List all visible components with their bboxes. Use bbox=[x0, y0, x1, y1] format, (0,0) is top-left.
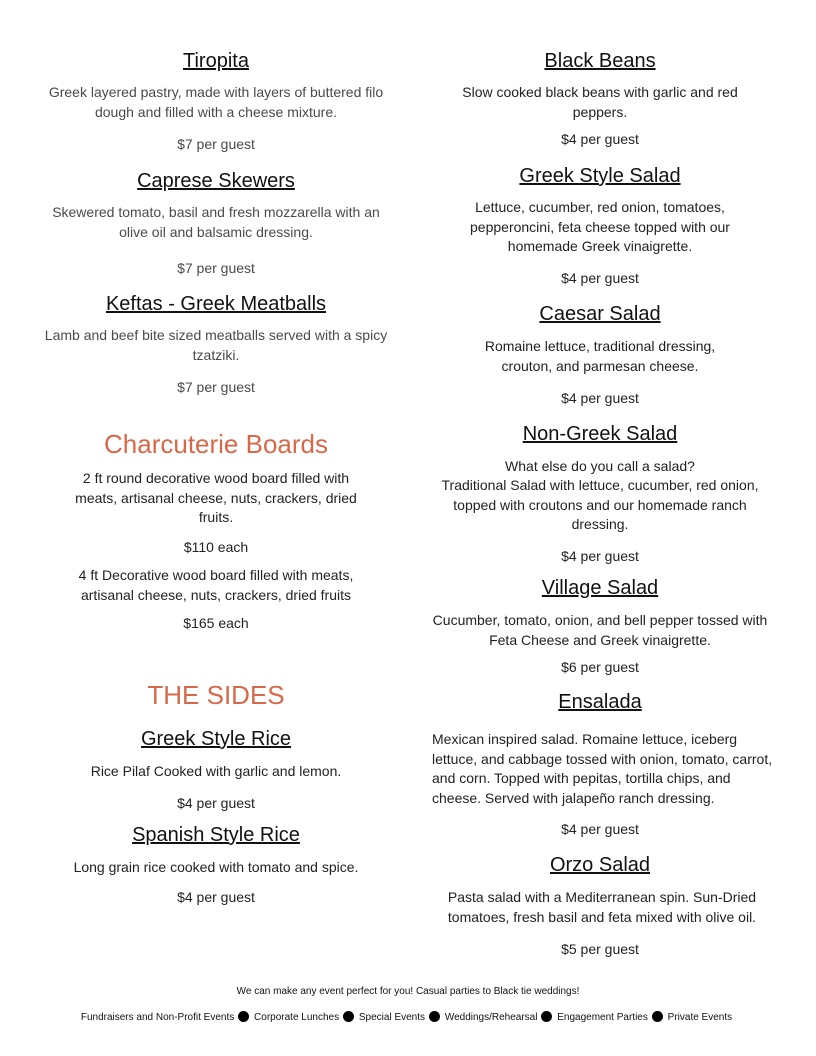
item-title-non-greek: Non-Greek Salad bbox=[522, 423, 678, 445]
bullet-icon bbox=[238, 1011, 249, 1022]
item-desc-caesar: Romaine lettuce, traditional dressing, crouton, and parmesan cheese. bbox=[484, 338, 716, 374]
event-fundraisers: Fundraisers and Non-Profit Events bbox=[80, 1012, 235, 1023]
item-desc-non-greek: Traditional Salad with lettuce, cucumber, red onion, topped with croutons and our homemade ranch dressing. bbox=[441, 477, 759, 532]
item-title-ensalada: Ensalada bbox=[558, 691, 642, 713]
board2-price: $165 each bbox=[183, 615, 249, 631]
item-desc-greek-rice: Rice Pilaf Cooked with garlic and lemon. bbox=[90, 763, 342, 779]
item-desc-village: Cucumber, tomato, onion, and bell pepper tossed with Feta Cheese and Greek vinaigrette. bbox=[432, 612, 768, 648]
item-title-orzo: Orzo Salad bbox=[549, 854, 651, 876]
item-title-caesar: Caesar Salad bbox=[539, 303, 661, 325]
item-price-ensalada: $4 per guest bbox=[561, 821, 639, 837]
item-title-tiropita: Tiropita bbox=[183, 50, 249, 72]
event-engagement: Engagement Parties bbox=[557, 1012, 648, 1023]
board1-price: $110 each bbox=[183, 539, 249, 555]
item-desc-orzo: Pasta salad with a Mediterranean spin. Sun-Dried tomatoes, fresh basil and feta mixed with olive oil. bbox=[447, 889, 757, 925]
item-price-tiropita: $7 per guest bbox=[177, 136, 255, 152]
board2-desc: 4 ft Decorative wood board filled with meats, artisanal cheese, nuts, crackers, dried fruits bbox=[78, 567, 354, 603]
item-price-orzo: $5 per guest bbox=[561, 941, 639, 957]
section-heading-sides: THE SIDES bbox=[147, 680, 285, 710]
item-price-non-greek: $4 per guest bbox=[561, 548, 639, 564]
event-private: Private Events bbox=[667, 1012, 733, 1023]
section-heading-charcuterie: Charcuterie Boards bbox=[104, 429, 328, 459]
bullet-icon bbox=[652, 1011, 663, 1022]
item-price-village: $6 per guest bbox=[561, 659, 639, 675]
item-desc-tiropita: Greek layered pastry, made with layers of buttered filo dough and filled with a cheese mixture. bbox=[48, 84, 384, 120]
event-corporate-lunches: Corporate Lunches bbox=[254, 1012, 340, 1023]
item-price-caprese: $7 per guest bbox=[177, 260, 255, 276]
item-title-keftas: Keftas - Greek Meatballs bbox=[105, 293, 327, 315]
event-weddings: Weddings/Rehearsal bbox=[444, 1012, 538, 1023]
item-price-caesar: $4 per guest bbox=[561, 390, 639, 406]
item-price-black-beans: $4 per guest bbox=[561, 131, 639, 147]
footer-events bbox=[0, 1011, 816, 1023]
item-desc-spanish-rice: Long grain rice cooked with tomato and spice. bbox=[73, 859, 359, 875]
item-desc-greek-salad: Lettuce, cucumber, red onion, tomatoes, pepperoncini, feta cheese topped with our homemade Greek vinaigrette. bbox=[470, 199, 730, 254]
item-title-greek-salad: Greek Style Salad bbox=[519, 165, 681, 187]
bullet-icon bbox=[343, 1011, 354, 1022]
item-desc-keftas: Lamb and beef bite sized meatballs served with a spicy tzatziki. bbox=[44, 327, 388, 363]
item-desc-non-greek-line1: What else do you call a salad? bbox=[505, 458, 695, 474]
bullet-icon bbox=[541, 1011, 552, 1022]
board1-desc: 2 ft round decorative wood board filled with meats, artisanal cheese, nuts, crackers, dried fruits. bbox=[75, 470, 357, 525]
item-price-greek-rice: $4 per guest bbox=[177, 795, 255, 811]
item-desc-ensalada: Mexican inspired salad. Romaine lettuce, iceberg lettuce, and cabbage tossed with onion, tomato, carrot, and corn. Topped with pepitas, tortilla chips, and cheese. Served with jalapeño ranch dressing. bbox=[432, 731, 773, 806]
item-title-greek-rice: Greek Style Rice bbox=[140, 728, 292, 750]
item-title-village: Village Salad bbox=[541, 577, 659, 599]
bullet-icon bbox=[429, 1011, 440, 1022]
item-desc-caprese: Skewered tomato, basil and fresh mozzarella with an olive oil and balsamic dressing. bbox=[52, 204, 380, 240]
item-title-caprese: Caprese Skewers bbox=[137, 170, 295, 192]
item-price-spanish-rice: $4 per guest bbox=[177, 889, 255, 905]
event-special-events: Special Events bbox=[358, 1012, 426, 1023]
item-title-spanish-rice: Spanish Style Rice bbox=[132, 824, 300, 846]
item-desc-black-beans: Slow cooked black beans with garlic and red peppers. bbox=[462, 84, 738, 120]
item-title-black-beans: Black Beans bbox=[544, 50, 656, 72]
item-price-greek-salad: $4 per guest bbox=[561, 270, 639, 286]
item-price-keftas: $7 per guest bbox=[177, 379, 255, 395]
footer-tagline: We can make any event perfect for you! Casual parties to Black tie weddings! bbox=[236, 986, 580, 997]
